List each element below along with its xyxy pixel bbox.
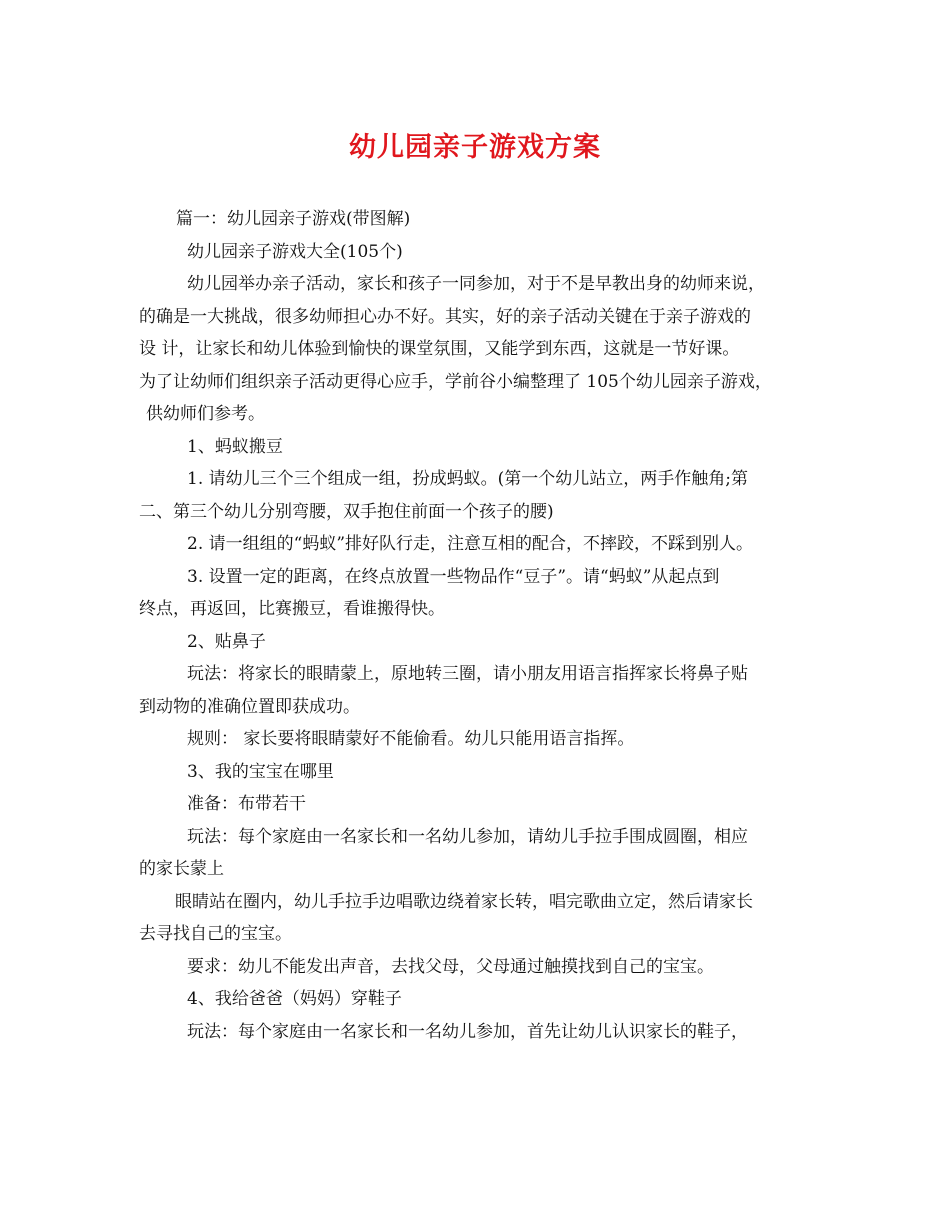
document-body — [139, 203, 823, 1048]
text-line: 的家长蒙上 — [139, 859, 224, 879]
document-title: 幼儿园亲子游戏方案 — [349, 132, 601, 163]
text-line: 供幼师们参考。 — [146, 404, 265, 424]
text-line: 要求：幼儿不能发出声音，去找父母，父母通过触摸找到自己的宝宝。 — [187, 956, 714, 977]
text-line: 2、贴鼻子 — [187, 631, 266, 652]
text-line: 3. 设置一定的距离，在终点放置一些物品作“豆子”。请“蚂蚁”从起点到 — [187, 566, 720, 587]
text-line: 3、我的宝宝在哪里 — [187, 761, 334, 782]
text-line: 设 计，让家长和幼儿体验到愉快的课堂氛围，又能学到东西，这就是一节好课。 — [139, 339, 740, 359]
text-line: 幼儿园举办亲子活动，家长和孩子一同参加，对于不是早教出身的幼师来说， — [187, 274, 765, 294]
text-line: 玩法：每个家庭由一名家长和一名幼儿参加，首先让幼儿认识家长的鞋子， — [187, 1021, 748, 1042]
text-line: 1、蚂蚁搬豆 — [187, 436, 283, 457]
text-line: 为了让幼师们组织亲子活动更得心应手，学前谷小编整理了 105个幼儿园亲子游戏， — [139, 371, 772, 392]
text-line: 准备：布带若干 — [187, 794, 306, 814]
text-line: 幼儿园亲子游戏大全(105个) — [187, 241, 403, 262]
text-line: 2. 请一组组的“蚂蚁”排好队行走，注意互相的配合，不摔跤，不踩到别人。 — [187, 534, 754, 554]
text-line: 到动物的准确位置即获成功。 — [139, 696, 360, 717]
text-line: 玩法：每个家庭由一名家长和一名幼儿参加，请幼儿手拉手围成圆圈，相应 — [187, 826, 748, 847]
text-line: 玩法：将家长的眼睛蒙上，原地转三圈，请小朋友用语言指挥家长将鼻子贴 — [187, 664, 748, 684]
text-line: 篇一：幼儿园亲子游戏(带图解) — [176, 209, 411, 229]
text-line: 去寻找自己的宝宝。 — [139, 924, 292, 944]
text-line: 眼睛站在圈内，幼儿手拉手边唱歌边绕着家长转，唱完歌曲立定，然后请家长 — [175, 891, 753, 912]
text-line: 二、第三个幼儿分别弯腰，双手抱住前面一个孩子的腰) — [139, 501, 554, 522]
text-line: 规则： 家长要将眼睛蒙好不能偷看。幼儿只能用语言指挥。 — [187, 729, 635, 749]
text-line: 的确是一大挑战，很多幼师担心办不好。其实，好的亲子活动关键在于亲子游戏的 — [139, 306, 751, 327]
text-line: 终点，再返回，比赛搬豆，看谁搬得快。 — [139, 599, 445, 619]
text-line: 4、我给爸爸（妈妈）穿鞋子 — [187, 989, 402, 1009]
text-line: 1. 请幼儿三个三个组成一组，扮成蚂蚁。(第一个幼儿站立，两手作触角;第 — [187, 469, 748, 489]
